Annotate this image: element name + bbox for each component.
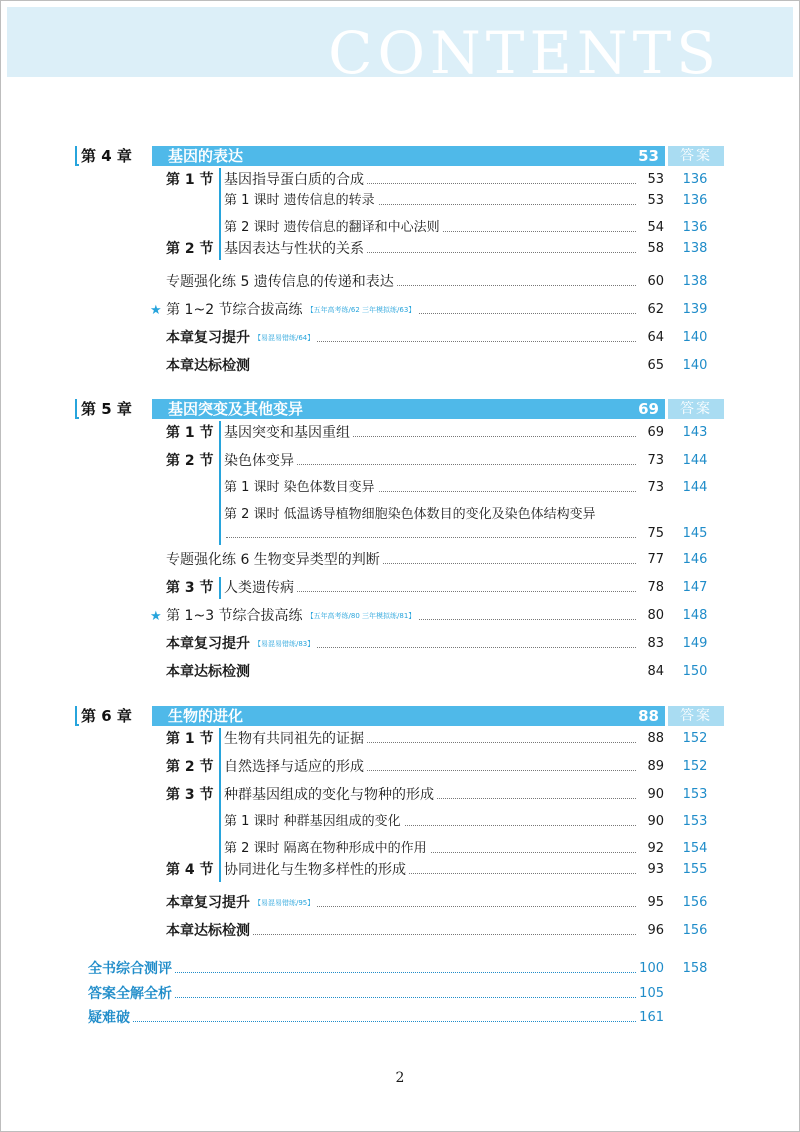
toc-entry-text [150, 299, 418, 322]
toc-entry-text: 答案全解全析 [88, 983, 175, 1005]
page-number: 90 [647, 814, 664, 829]
toc-row[interactable] [166, 661, 708, 683]
toc-row[interactable] [88, 958, 708, 980]
page-number: 92 [647, 841, 664, 856]
chapter-bracket [75, 706, 79, 726]
page-number: 83 [647, 636, 664, 651]
page-number: 95 [647, 895, 664, 910]
toc-row[interactable] [150, 299, 708, 321]
page-number: 64 [647, 330, 664, 345]
answer-page: 155 [682, 862, 708, 877]
toc-row[interactable] [224, 523, 708, 545]
page-number: 60 [647, 274, 664, 289]
star-icon: ★ [150, 609, 162, 624]
page-number: 69 [647, 425, 664, 440]
answer-page: 138 [682, 274, 708, 289]
page-number: 89 [647, 759, 664, 774]
toc-entry-text: 第 2 课时 低温诱导植物细胞染色体数目的变化及染色体结构变异 [224, 504, 599, 526]
section-label: 第 1 节 [166, 425, 214, 441]
page-number: 105 [639, 986, 664, 1001]
toc-entry-text: 第 1 课时 染色体数目变异 [224, 477, 378, 499]
answer-page: 136 [682, 193, 708, 208]
chapter-header [75, 146, 665, 166]
toc-entry-text: 本章达标检测 [166, 920, 253, 942]
answer-page: 148 [682, 608, 708, 623]
answer-page: 139 [682, 302, 708, 317]
toc-entry-text [166, 633, 317, 655]
chapter-label: 第 5 章 [81, 400, 132, 418]
toc-row[interactable] [166, 238, 708, 260]
page-number: 58 [647, 241, 664, 256]
toc-entry-label: 第 1~3 节综合拔高练 [166, 608, 303, 624]
toc-entry-text: 基因指导蛋白质的合成 [224, 169, 367, 191]
page-number: 65 [647, 358, 664, 373]
toc-row[interactable] [88, 1007, 666, 1029]
page-number: 53 [647, 172, 664, 187]
answer-page: 149 [682, 636, 708, 651]
toc-row[interactable] [166, 549, 708, 571]
toc-entry-text: 基因突变和基因重组 [224, 422, 353, 444]
toc-entry-text [150, 605, 418, 628]
practice-tag: 【五年高考练/62 三年模拟练/63】 [306, 306, 416, 314]
chapter-title: 生物的进化 [168, 707, 244, 725]
toc-row[interactable] [224, 217, 708, 239]
section-label: 第 2 节 [166, 453, 214, 469]
toc-row[interactable] [166, 169, 708, 191]
answer-page: 145 [682, 526, 708, 541]
answer-page: 156 [682, 923, 708, 938]
dot-leader [90, 1021, 636, 1022]
answer-page: 152 [682, 731, 708, 746]
toc-entry-text: 疑难破 [88, 1007, 133, 1029]
toc-entry-text: 染色体变异 [224, 450, 297, 472]
chapter-page: 53 [638, 147, 659, 165]
toc-row[interactable] [166, 271, 708, 293]
chapter-page: 88 [638, 707, 659, 725]
dot-leader [226, 537, 636, 538]
toc-entry-text: 全书综合测评 [88, 958, 175, 980]
answer-page: 136 [682, 172, 708, 187]
toc-entry-text: 本章达标检测 [166, 355, 253, 377]
toc-entry-text: 第 2 课时 隔离在物种形成中的作用 [224, 838, 430, 860]
answer-page: 143 [682, 425, 708, 440]
answer-page: 144 [682, 480, 708, 495]
section-label: 第 2 节 [166, 759, 214, 775]
toc-entry-text: 第 1 课时 种群基因组成的变化 [224, 811, 404, 833]
chapter-title-bar [152, 146, 665, 166]
toc-entry-text: 专题强化练 6 生物变异类型的判断 [166, 549, 383, 571]
toc-entry-text: 基因表达与性状的关系 [224, 238, 367, 260]
toc-entry-label: 本章复习提升 [166, 330, 250, 346]
toc-row[interactable] [166, 422, 708, 444]
practice-tag: 【五年高考练/80 三年模拟练/81】 [306, 612, 416, 620]
answer-label-box: 答案 [668, 399, 724, 419]
toc-row[interactable] [166, 784, 708, 806]
toc-row[interactable] [166, 859, 708, 881]
section-label: 第 4 节 [166, 862, 214, 878]
chapter-title: 基因突变及其他变异 [168, 400, 304, 418]
toc-row[interactable] [166, 892, 708, 914]
toc-row[interactable] [166, 756, 708, 778]
toc-row[interactable] [166, 577, 708, 599]
section-label: 第 3 节 [166, 580, 214, 596]
page-number: 88 [647, 731, 664, 746]
practice-tag: 【易混易错练/64】 [254, 334, 315, 342]
toc-entry-label: 第 1~2 节综合拔高练 [166, 302, 303, 318]
toc-entry-text: 专题强化练 5 遗传信息的传递和表达 [166, 271, 397, 293]
practice-tag: 【易混易错练/95】 [254, 899, 315, 907]
answer-page: 136 [682, 220, 708, 235]
toc-entry-label: 本章复习提升 [166, 895, 250, 911]
toc-row[interactable] [166, 728, 708, 750]
section-label: 第 3 节 [166, 787, 214, 803]
toc-row[interactable] [166, 633, 708, 655]
toc-row[interactable] [166, 355, 708, 377]
page-number: 93 [647, 862, 664, 877]
toc-entry-text: 第 1 课时 遗传信息的转录 [224, 190, 378, 212]
chapter-bracket [75, 399, 79, 419]
chapter-page: 69 [638, 400, 659, 418]
toc-entry-label: 本章复习提升 [166, 636, 250, 652]
chapter-bracket [75, 146, 79, 166]
page-number: 80 [647, 608, 664, 623]
toc-row[interactable] [224, 838, 708, 860]
toc-entry-text: 自然选择与适应的形成 [224, 756, 367, 778]
page-number: 84 [647, 664, 664, 679]
answer-page: 140 [682, 330, 708, 345]
toc-entry-text: 人类遗传病 [224, 577, 297, 599]
page-number: 73 [647, 453, 664, 468]
answer-label-box: 答案 [668, 146, 724, 166]
page-number: 62 [647, 302, 664, 317]
answer-page: 158 [682, 961, 708, 976]
page-number: 73 [647, 480, 664, 495]
toc-entry-text: 本章达标检测 [166, 661, 253, 683]
toc-entry-text [166, 892, 317, 914]
section-label: 第 1 节 [166, 731, 214, 747]
page-number: 77 [647, 552, 664, 567]
toc-row[interactable] [224, 477, 708, 499]
answer-page: 138 [682, 241, 708, 256]
section-label: 第 1 节 [166, 172, 214, 188]
toc-row[interactable] [150, 605, 708, 627]
toc-entry-text: 第 2 课时 遗传信息的翻译和中心法则 [224, 217, 443, 239]
toc-entry-text: 种群基因组成的变化与物种的形成 [224, 784, 437, 806]
page-number: 96 [647, 923, 664, 938]
toc-row[interactable] [224, 190, 708, 212]
star-icon: ★ [150, 303, 162, 318]
answer-page: 153 [682, 814, 708, 829]
answer-page: 147 [682, 580, 708, 595]
answer-page: 154 [682, 841, 708, 856]
practice-tag: 【易混易错练/83】 [254, 640, 315, 648]
answer-page: 150 [682, 664, 708, 679]
chapter-header [75, 399, 665, 419]
toc-row[interactable] [166, 920, 708, 942]
toc-entry-text [166, 327, 317, 349]
chapter-label: 第 6 章 [81, 707, 132, 725]
answer-page: 146 [682, 552, 708, 567]
answer-page: 152 [682, 759, 708, 774]
chapter-title-bar [152, 706, 665, 726]
toc-entry-text: 协同进化与生物多样性的形成 [224, 859, 409, 881]
chapter-title: 基因的表达 [168, 147, 244, 165]
chapter-title-bar [152, 399, 665, 419]
answer-page: 140 [682, 358, 708, 373]
toc-entry-text: 生物有共同祖先的证据 [224, 728, 367, 750]
page-number: 54 [647, 220, 664, 235]
page-number: 161 [639, 1010, 664, 1025]
toc-row[interactable] [166, 450, 708, 472]
contents-banner [7, 7, 793, 77]
answer-page: 156 [682, 895, 708, 910]
section-label: 第 2 节 [166, 241, 214, 257]
banner-title: CONTENTS [328, 19, 721, 77]
chapter-header [75, 706, 665, 726]
answer-page: 153 [682, 787, 708, 802]
page-number: 75 [647, 526, 664, 541]
toc-row[interactable] [224, 811, 708, 833]
toc-row[interactable] [88, 983, 666, 1005]
page-number: 78 [647, 580, 664, 595]
page-number: 53 [647, 193, 664, 208]
page-number: 90 [647, 787, 664, 802]
toc-row[interactable] [166, 327, 708, 349]
chapter-label: 第 4 章 [81, 147, 132, 165]
page-footer-number: 2 [395, 1070, 405, 1086]
page-number: 100 [639, 961, 664, 976]
answer-label-box: 答案 [668, 706, 724, 726]
answer-page: 144 [682, 453, 708, 468]
